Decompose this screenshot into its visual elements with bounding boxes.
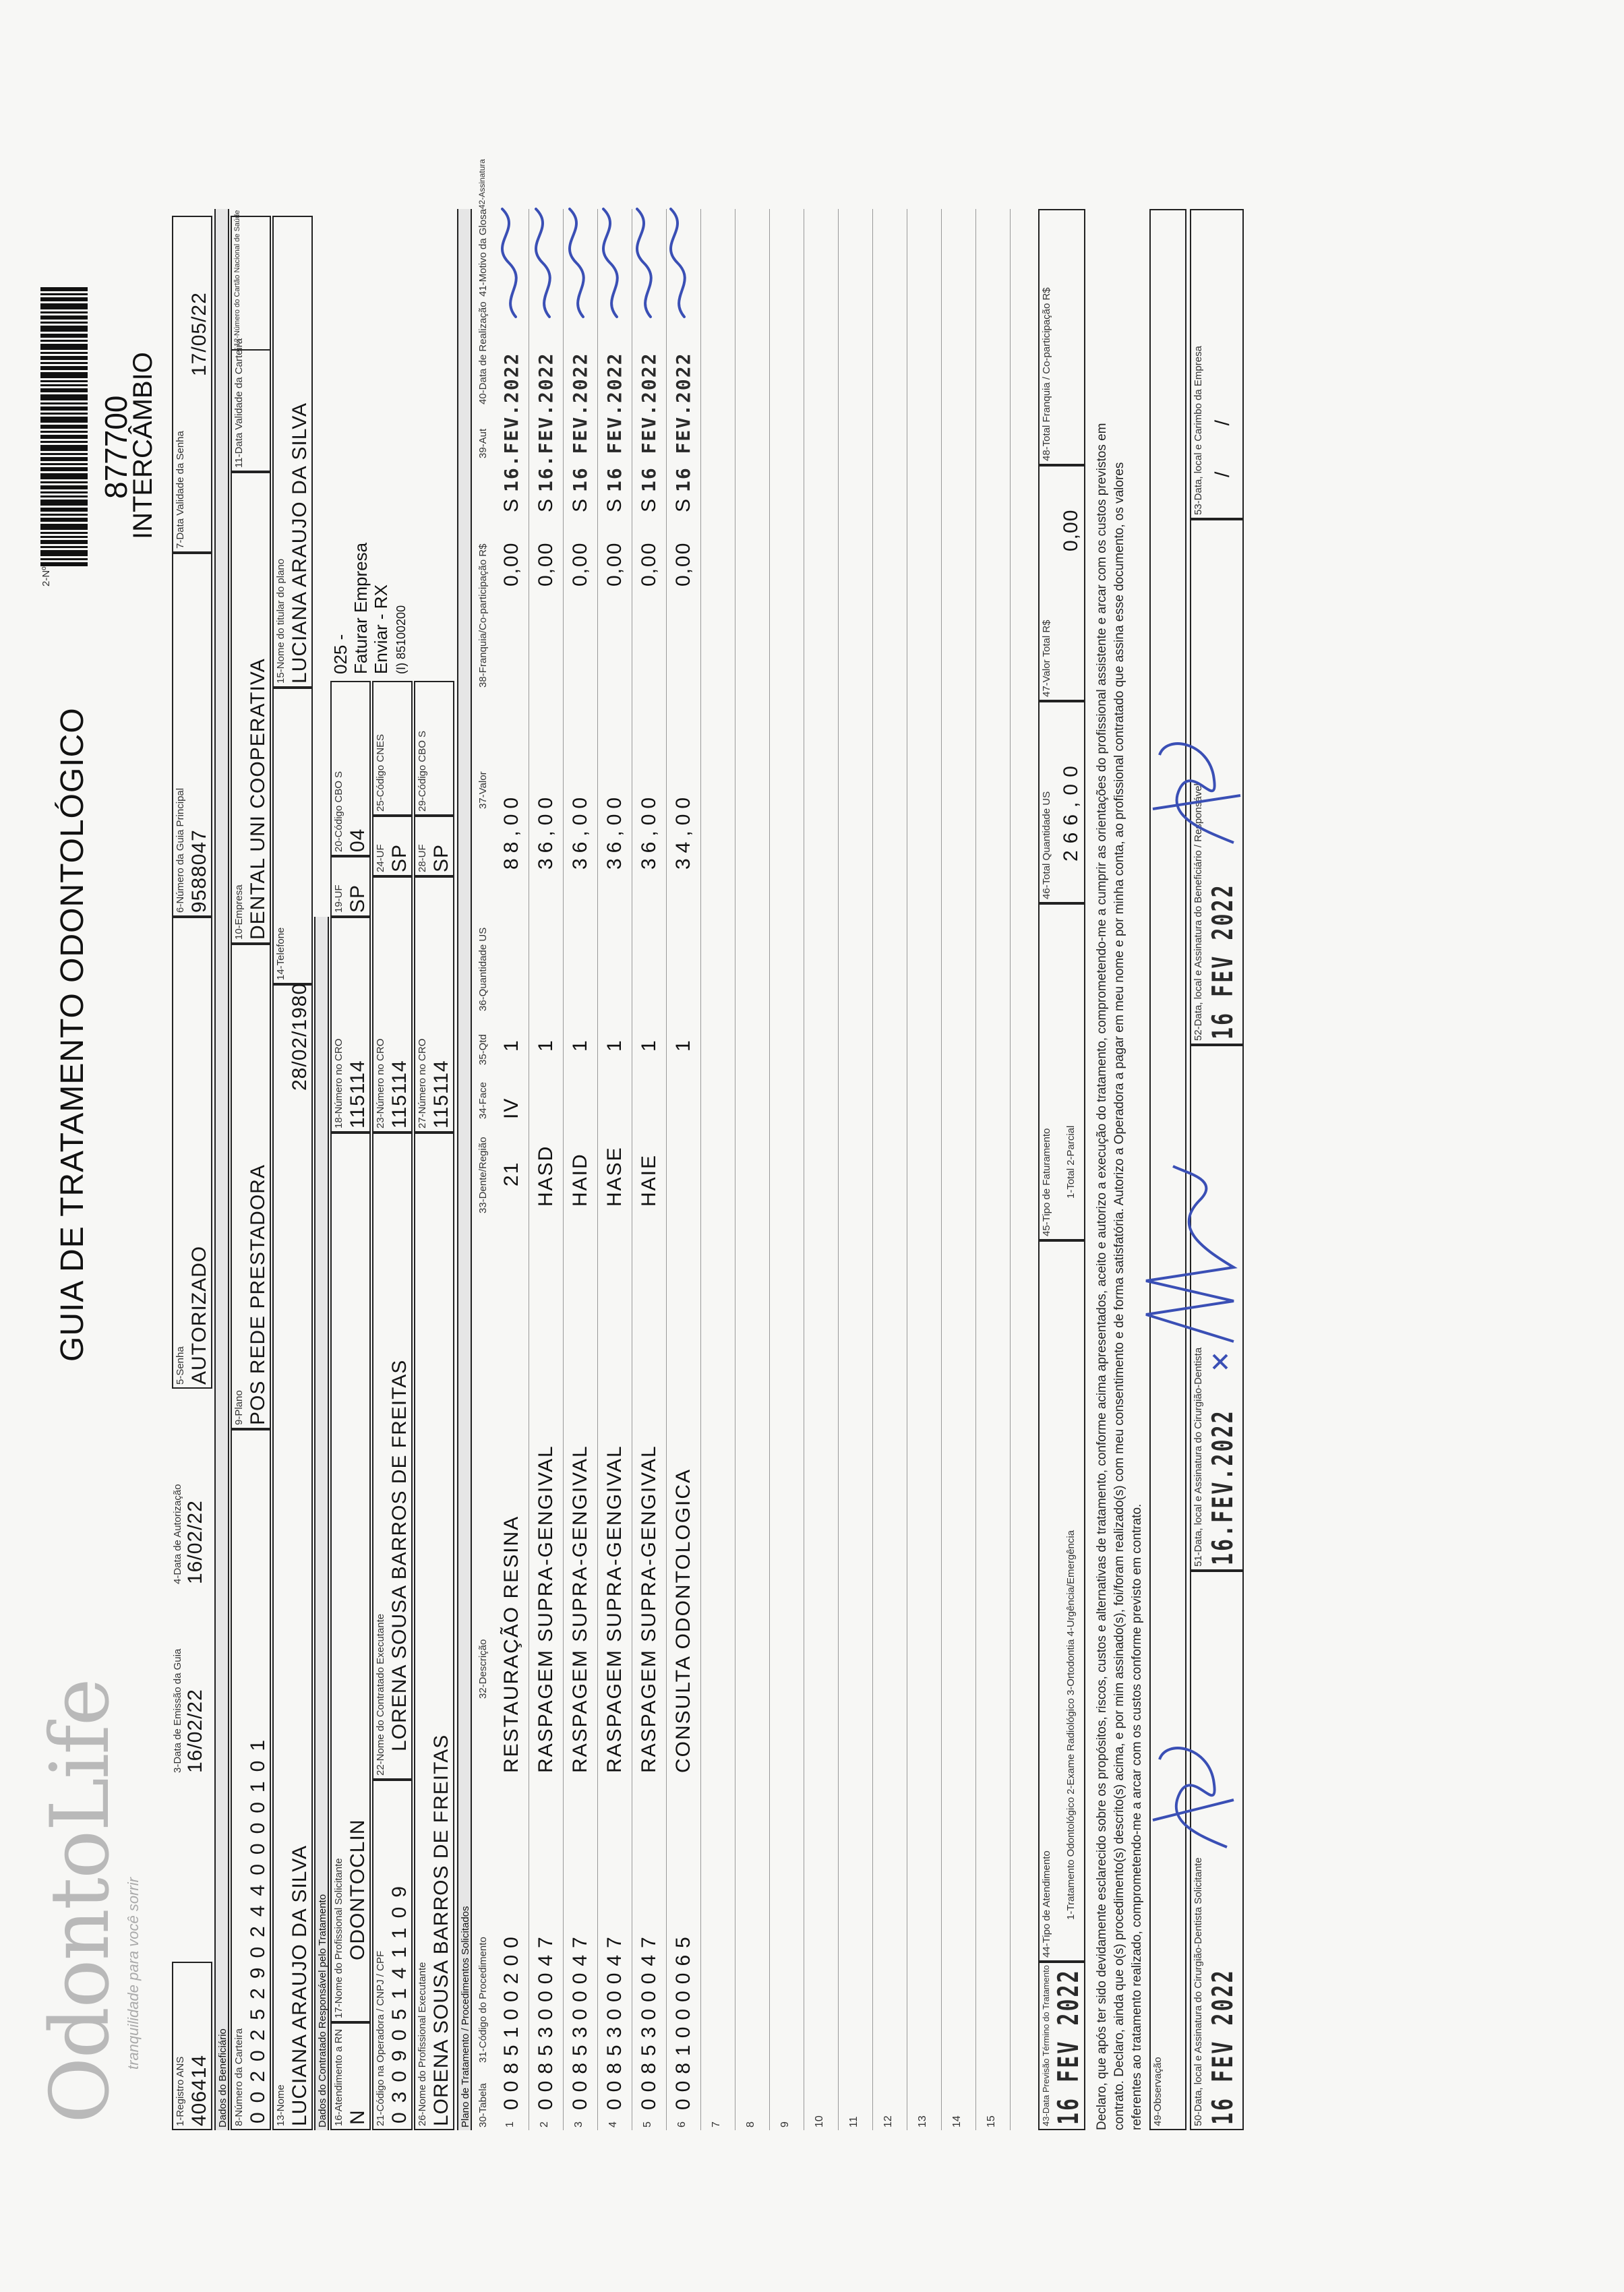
field-attendance-type: 44-Tipo de Atendimento 1-Tratamento Odontológico 2-Exame Radiológico 3-Ortodontia 4-Urgência/Emergência [1038, 1240, 1085, 1962]
table-row: 14 [942, 209, 976, 2130]
section-beneficiary: Dados do Beneficiário [214, 209, 229, 2130]
field-card: 8-Número da Carteira 0020252902440000101 [231, 1429, 271, 2130]
table-row: 5 0085300047 RASPAGEM SUPRA-GENGIVAL HAIE 1 36,00 0,00 S 16 FEV.2022 [632, 209, 667, 2130]
signature-box-50: 50-Data, local e Assinatura do Cirurgião-Dentista Solicitante 16 FEV 2022 [1190, 1571, 1244, 2130]
table-row: 6 0081000065 CONSULTA ODONTOLOGICA 1 34,00 0,00 S 16 FEV.2022 [667, 209, 701, 2130]
field-rn: 16-Atendimento a RN N [330, 2022, 371, 2130]
procedures-header: 30-Tabela 31-Código do Procedimento 32-Descrição 33-Dente/Região 34-Face 35-Qtd 36-Quantidade US 37-Valor 38-Franquia/Co-participação R$ 39-Aut 40-Data de Realização 41-Motivo da Glosa 42-Assinatura [477, 158, 489, 2128]
procedures-table [472, 158, 1011, 2130]
field-cro: 18-Número no CRO 115114 [330, 917, 371, 1133]
logo-tagline: tranquilidade para você sorrir [125, 1877, 142, 2070]
field-observation: 49-Observação [1149, 209, 1186, 2130]
field-cbo: 20-Código CBO S 04 [330, 681, 371, 856]
field-main-guide: 6-Número da Guia Principal 9588047 [172, 553, 212, 917]
table-row: 13 [907, 209, 942, 2130]
field-holder: 15-Nome do titular do plano LUCIANA ARAUJO DA SILVA [272, 216, 313, 688]
page-number-label: 2-Nº [40, 566, 52, 586]
field-cnes: 25-Código CNES [372, 681, 413, 816]
table-row: 15 [976, 209, 1011, 2130]
table-row: 1 0085100200 RESTAURAÇÃO RESINA 21 IV 1 88,00 0,00 S 16.FEV.2022 [495, 209, 529, 2130]
field-password-validity: 7-Data Validade da Senha 17/05/22 [172, 216, 212, 553]
field-sus: 12-Número do Cartão Nacional de Saúde [231, 216, 271, 351]
handwritten-signature-51 [1133, 1159, 1247, 1375]
field-password: 5-Senha AUTORIZADO [172, 917, 212, 1389]
declaration-text: Declaro, que após ter sido devidamente esclarecido sobre os propósitos, riscos, custos e alternativas de tratamento, conforme acima apresentados, aceito e autorizo a execução do tratamento, comprometendo-me a cumprir as orientações do profissional assistente e arcar com os custos previstos em contrato. Declaro, ainda que o(s) procedimento(s) descrito(s) acima, e por mim assinado(s), foi/foram realizado(s) com meu consentimento e de forma satisfatória. Autorizo a Operadora a pagar em meu nome e por minha conta, ao profissional contratado que assina esse documento, os valores referentes ao tratamento realizado, comprometendo-me a arcar com os custos conforme previsto em contrato. [1095, 423, 1144, 2130]
field-issue-date: 3-Data de Emissão da Guia 16/02/22 [172, 1648, 206, 1773]
table-row: 8 [735, 209, 770, 2130]
field-uf: 19-UF SP [330, 856, 371, 917]
section-responsible: Dados do Contratado Responsável pelo Tratamento [314, 917, 329, 2130]
field-total-franchise: 48-Total Franquia / Co-participação R$ [1038, 209, 1085, 465]
field-card-validity: 11-Data Validade da Carteira [231, 216, 271, 472]
field-exec: 26-Nome do Profissional Executante LORENA SOUSA BARROS DE FREITAS [414, 1133, 454, 2130]
table-row: 4 0085300047 RASPAGEM SUPRA-GENGIVAL HASE 1 36,00 0,00 S 16 FEV.2022 [598, 209, 632, 2130]
barcode [40, 285, 88, 566]
table-row: 9 [770, 209, 804, 2130]
table-row: 2 0085300047 RASPAGEM SUPRA-GENGIVAL HASD 1 36,00 0,00 S 16.FEV.2022 [529, 209, 564, 2130]
section-procedures: Plano de Tratamento / Procedimentos Solicitados [457, 209, 472, 2130]
table-row: 12 [873, 209, 907, 2130]
field-exec-cbo: 29-Código CBO S [414, 681, 454, 816]
table-row: 7 [701, 209, 735, 2130]
field-requester: 17-Nome do Profissional Solicitante ODONTOCLIN [330, 1133, 371, 2022]
field-contractor-cro: 23-Número no CRO 115114 [372, 876, 413, 1133]
guide-number: 877700 [98, 395, 133, 499]
field-end-date: 43-Data Previsão Término do Tratamento 16 FEV 2022 [1038, 1962, 1085, 2130]
table-row: 3 0085300047 RASPAGEM SUPRA-GENGIVAL HAID 1 36,00 0,00 S 16 FEV.2022 [564, 209, 598, 2130]
handwritten-signature-50 [1139, 1726, 1247, 1861]
field-exec-cro: 27-Número no CRO 115114 [414, 876, 454, 1133]
field-exec-uf: 28-UF SP [414, 816, 454, 876]
field-total-us: 46-Total Quantidade US 266,00 [1038, 701, 1085, 903]
guide-type: INTERCÂMBIO [128, 352, 158, 539]
field-phone: 14-Telefone [272, 688, 313, 984]
table-row: 10 [804, 209, 839, 2130]
field-total-value: 47-Valor Total R$ 0,00 [1038, 465, 1085, 701]
handwritten-signature-52 [1139, 728, 1247, 863]
field-operator-code: 21-Código na Operadora / CNPJ / CPF 030905141109 [372, 1780, 413, 2130]
field-auth-date: 4-Data de Autorização 16/02/22 [172, 1484, 206, 1584]
procedure-signatures [495, 202, 711, 324]
field-company: 10-Empresa DENTAL UNI COOPERATIVA [231, 472, 271, 944]
signature-box-52: 52-Data, local e Assinatura do Beneficiário / Responsável 16 FEV 2022 [1190, 519, 1244, 1045]
signature-box-51: 51-Data, local e Assinatura do Cirurgião-Dentista 16.FEV.2022 [1190, 1045, 1244, 1571]
form-title: GUIA DE TRATAMENTO ODONTOLÓGICO [55, 707, 90, 1362]
field-contractor: 22-Nome do Contratado Executante LORENA SOUSA BARROS DE FREITAS [372, 1133, 413, 1780]
field-billing-type: 45-Tipo de Faturamento 1-Total 2-Parcial [1038, 903, 1085, 1240]
field-name: 13-Nome LUCIANA ARAUJO DA SILVA 28/02/1980 [272, 984, 313, 2130]
odontolife-logo: OdontoLife [34, 1679, 127, 2123]
cbo-note: 025 - Faturar Empresa Enviar - RX (I) 85100200 [330, 542, 408, 674]
signature-box-53: 53-Data, local e Carimbo da Empresa / / [1190, 209, 1244, 519]
field-contractor-uf: 24-UF SP [372, 816, 413, 876]
field-plan: 9-Plano POS REDE PRESTADORA [231, 944, 271, 1429]
field-ans: 1-Registro ANS 406414 [172, 1962, 212, 2130]
table-row: 11 [839, 209, 873, 2130]
